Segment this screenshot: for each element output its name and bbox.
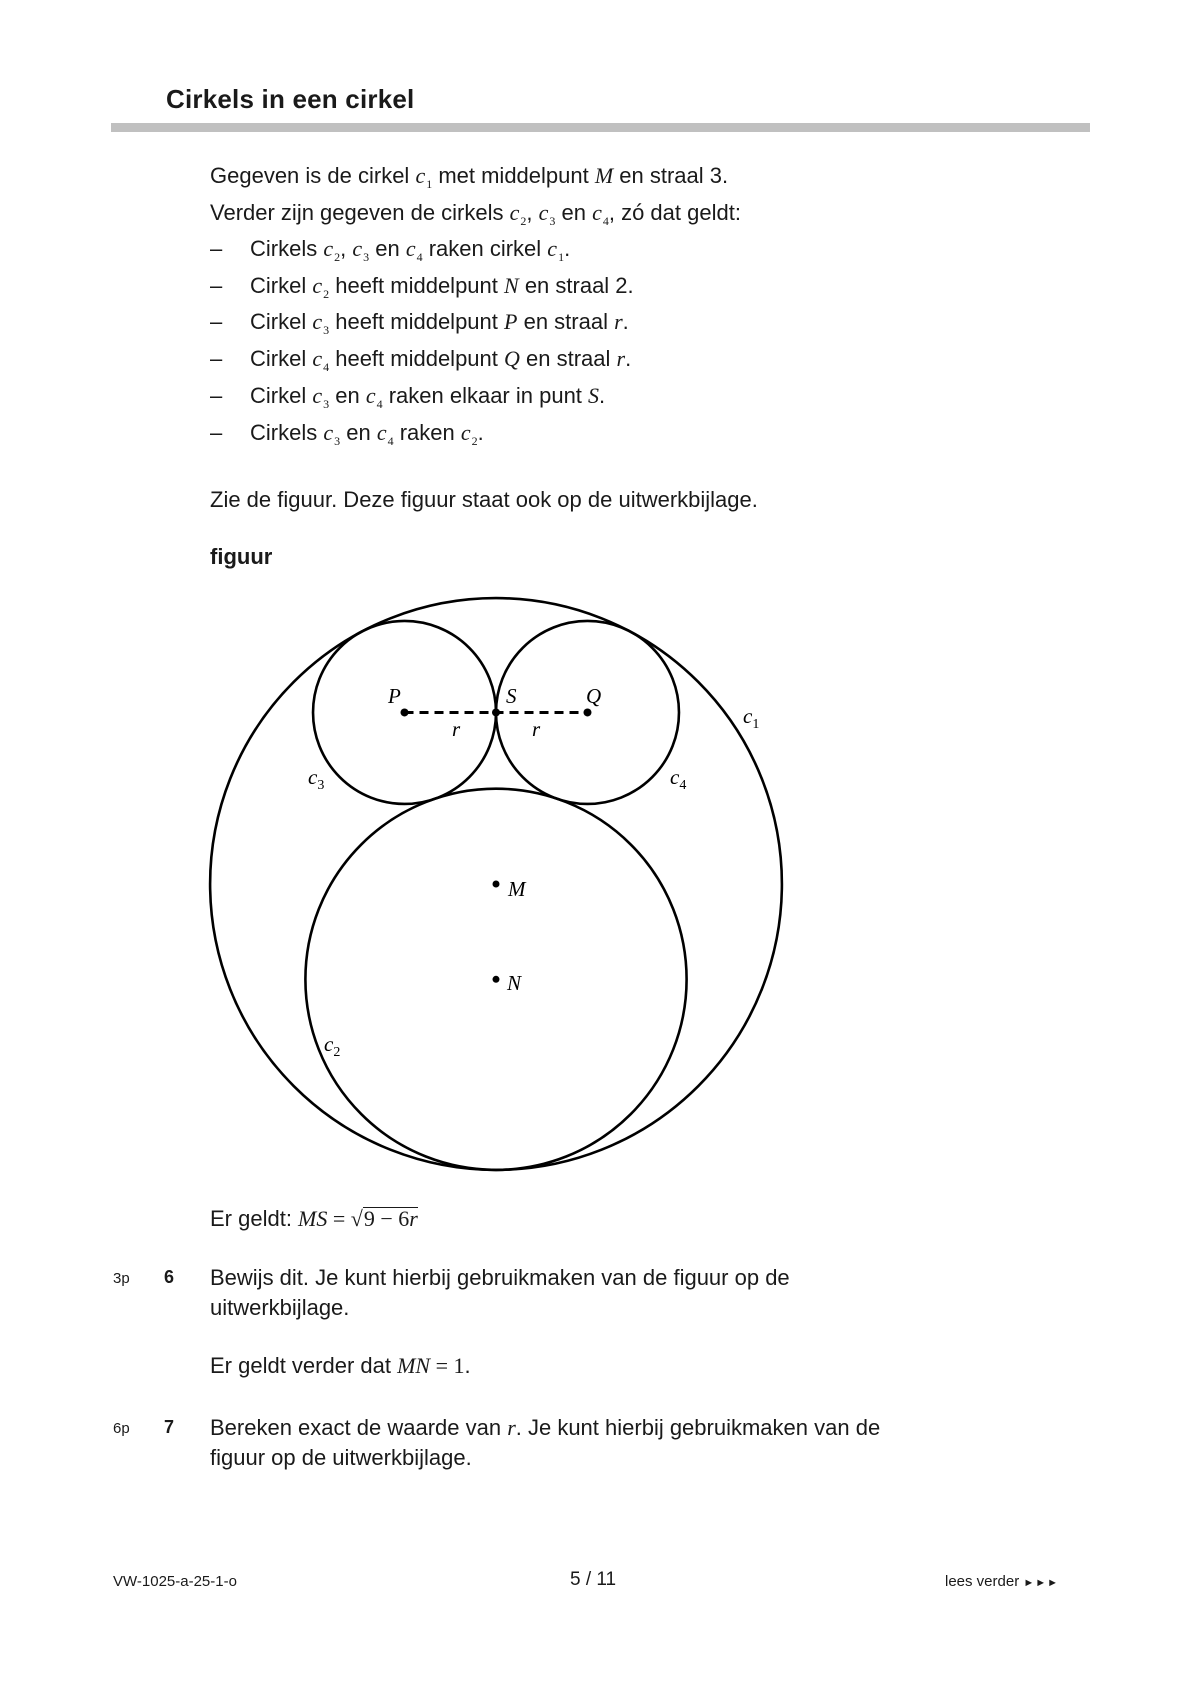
point-N: [493, 976, 500, 983]
text: raken: [393, 420, 461, 445]
math-r: r: [507, 1415, 516, 1440]
label-r-left: r: [452, 717, 461, 741]
math-c: c: [323, 420, 334, 445]
subscript: 4: [387, 434, 394, 448]
list-dash: –: [210, 236, 223, 261]
math-c: c: [352, 236, 363, 261]
text: .: [622, 309, 629, 334]
text: en: [555, 200, 593, 225]
text: en straal 3.: [613, 163, 729, 188]
sqrt-sign: √: [350, 1206, 363, 1231]
subscript: 1: [558, 250, 565, 264]
subscript: 2: [334, 250, 341, 264]
math-c: c: [592, 200, 602, 225]
math-c: c: [312, 383, 323, 408]
math-c: c: [509, 200, 520, 225]
math-c: c: [365, 383, 376, 408]
text: Gegeven is de cirkel: [210, 163, 416, 188]
label-c3: $c_3$: [308, 765, 325, 793]
text: Cirkel: [250, 383, 313, 408]
subscript: 4: [602, 214, 609, 228]
list-dash: –: [210, 346, 223, 371]
text: en: [329, 383, 366, 408]
text: heeft middelpunt: [329, 346, 505, 371]
extra-line: [210, 1353, 471, 1379]
section-title: Cirkels in een cirkel: [166, 84, 415, 114]
math-r: r: [409, 1206, 418, 1231]
math-c: c: [312, 309, 323, 334]
subscript: 4: [416, 250, 423, 264]
text: Cirkels: [250, 420, 324, 445]
text: heeft middelpunt: [329, 273, 505, 298]
text: en straal: [519, 346, 617, 371]
subscript: 2: [520, 214, 527, 228]
label-c1: $c_1$: [743, 704, 760, 732]
math-point: S: [588, 383, 600, 408]
text: ,: [340, 236, 353, 261]
math-c: c: [312, 346, 323, 371]
text: ,: [526, 200, 539, 225]
text: .: [599, 383, 606, 408]
text: Cirkel: [250, 346, 313, 371]
text: en: [340, 420, 377, 445]
list-dash: –: [210, 309, 223, 334]
subscript: 4: [323, 360, 330, 374]
question-6-line-2: uitwerkbijlage.: [210, 1295, 350, 1320]
question-6-line-1: Bewijs dit. Je kunt hierbij gebruikmaken van de figuur op de: [210, 1265, 790, 1290]
text: en straal: [517, 309, 615, 334]
continue-text: lees verder: [945, 1573, 1020, 1590]
math-c: c: [538, 200, 549, 225]
footer-page-number: 5 / 11: [570, 1569, 617, 1590]
text: , zó dat geldt:: [608, 200, 741, 225]
label-N: N: [507, 971, 522, 995]
see-figure-text: Zie de figuur. Deze figuur staat ook op de uitwerkbijlage.: [210, 487, 758, 512]
text: Cirkel: [250, 309, 313, 334]
math-r: r: [614, 309, 623, 334]
text: en: [369, 236, 406, 261]
subscript: 3: [323, 397, 330, 411]
math-r: r: [616, 346, 626, 371]
subscript: 2: [323, 287, 330, 301]
math-c: c: [376, 420, 387, 445]
question-7-line-1: [210, 1415, 880, 1441]
text: Bereken exact de waarde van: [210, 1415, 508, 1440]
subscript: 1: [426, 177, 433, 191]
label-c4: $c_4$: [670, 765, 687, 793]
math-c: c: [312, 273, 323, 298]
text: 9 − 6: [363, 1206, 410, 1231]
math-point: N: [504, 273, 519, 298]
label-c2: $c_2$: [324, 1032, 341, 1060]
text: met middelpunt: [432, 163, 595, 188]
triple-arrow-icon: ►►►: [1023, 1577, 1060, 1589]
math-M: M: [594, 163, 614, 188]
text: Cirkel: [250, 273, 313, 298]
math-c: c: [460, 420, 471, 445]
math-value: 1: [453, 1353, 465, 1378]
subscript: 3: [363, 250, 370, 264]
footer-continue: [945, 1573, 1059, 1590]
text: Er geldt verder dat: [210, 1353, 398, 1378]
math-c: c: [323, 236, 334, 261]
point-S: [492, 708, 500, 716]
text: .: [564, 236, 571, 261]
claim-line: [210, 1206, 418, 1232]
label-M: M: [508, 877, 526, 901]
question-7-number: 7: [164, 1417, 175, 1437]
label-P: P: [388, 684, 401, 708]
text: heeft middelpunt: [329, 309, 505, 334]
math-point: P: [504, 309, 518, 334]
math-c: c: [415, 163, 426, 188]
question-6-points: 3p: [113, 1270, 130, 1287]
subscript: 3: [323, 323, 330, 337]
subscript: 3: [334, 434, 341, 448]
point-M: [493, 881, 500, 888]
text: . Je kunt hierbij gebruikmaken van de: [515, 1415, 881, 1440]
question-7-points: 6p: [113, 1420, 130, 1437]
point-P: [401, 708, 409, 716]
math-c: c: [405, 236, 416, 261]
math-equals: =: [430, 1353, 454, 1378]
text: raken cirkel: [422, 236, 548, 261]
point-Q: [583, 708, 591, 716]
subscript: 2: [471, 434, 478, 448]
list-dash: –: [210, 383, 223, 408]
label-S: S: [506, 684, 517, 708]
text: Er geldt:: [210, 1206, 299, 1231]
subscript: 3: [549, 214, 556, 228]
math-MN: MN: [397, 1353, 431, 1378]
math-MS: MS: [298, 1206, 328, 1231]
text: en straal 2.: [518, 273, 634, 298]
math-point: Q: [504, 346, 520, 371]
text: .: [477, 420, 484, 445]
text: Cirkels: [250, 236, 324, 261]
text: .: [625, 346, 632, 371]
list-dash: –: [210, 273, 223, 298]
label-r-right: r: [532, 717, 541, 741]
figure-caption: figuur: [210, 544, 273, 569]
sqrt-radicand: [363, 1207, 418, 1230]
question-7-line-2: figuur op de uitwerkbijlage.: [210, 1445, 472, 1470]
list-dash: –: [210, 420, 223, 445]
math-c: c: [547, 236, 558, 261]
text: .: [464, 1353, 471, 1378]
question-6-number: 6: [164, 1267, 175, 1287]
math-equals: =: [327, 1206, 351, 1231]
text: raken elkaar in punt: [382, 383, 589, 408]
footer-exam-code: VW-1025-a-25-1-o: [113, 1573, 237, 1590]
text: Verder zijn gegeven de cirkels: [210, 200, 510, 225]
label-Q: Q: [586, 684, 602, 708]
subscript: 4: [376, 397, 383, 411]
